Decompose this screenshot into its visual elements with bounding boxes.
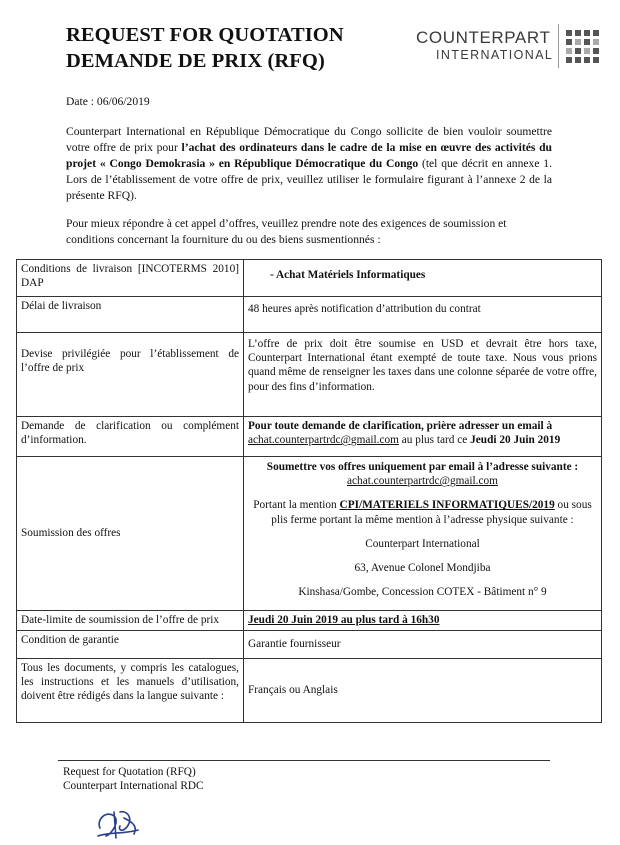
table-row — [17, 611, 602, 631]
submission-email: achat.counterpartrdc@gmail.com — [347, 475, 498, 488]
row-value: 48 heures après notification d’attribution du contrat — [244, 297, 602, 333]
document-date: Date : 06/06/2019 — [66, 95, 150, 108]
row-value — [244, 611, 602, 631]
row-value: Garantie fournisseur — [244, 631, 602, 659]
clarification-date: Jeudi 20 Juin 2019 — [470, 434, 561, 447]
clarification-bold: Pour toute demande de clarification, prière adresser un email à — [248, 420, 553, 432]
address-line-1: Counterpart International — [365, 537, 480, 550]
counterpart-logo — [416, 24, 616, 68]
deadline-value: Jeudi 20 Juin 2019 au plus tard à 16h30 — [248, 614, 440, 626]
intro-paragraph — [66, 124, 552, 204]
table-row — [17, 631, 602, 659]
submission-text-2: ou sous plis ferme portant la même mention à l’adresse physique suivante : — [271, 499, 592, 526]
submission-mention — [248, 498, 597, 526]
submission-mention-label: CPI/MATERIELS INFORMATIQUES/2019 — [339, 499, 555, 512]
grid-logo-icon — [564, 28, 602, 66]
row-label: Demande de clarification ou complément d’information. — [17, 417, 244, 457]
address-line-3: Kinshasa/Gombe, Concession COTEX - Bâtiment n° 9 — [298, 586, 547, 599]
logo-line-2: INTERNATIONAL — [436, 48, 554, 62]
clarification-email: achat.counterpartrdc@gmail.com — [248, 434, 399, 447]
address-line-2: 63, Avenue Colonel Mondjiba — [354, 562, 491, 575]
row-value — [244, 417, 602, 457]
title-line-1: REQUEST FOR QUOTATION — [66, 24, 344, 46]
table-row — [17, 297, 602, 333]
row-label: Tous les documents, y compris les catalogues, les instructions et les manuels d’utilisation, doivent être rédigés dans la langue suivante : — [17, 659, 244, 723]
table-row — [17, 417, 602, 457]
logo-separator — [558, 24, 559, 68]
table-row — [17, 333, 602, 417]
row-label: Délai de livraison — [17, 297, 244, 333]
requirements-note: Pour mieux répondre à cet appel d’offres, veuillez prendre note des exigences de soumission et conditions concernant la fourniture du ou des biens susmentionnés : — [66, 217, 507, 246]
footer-line-2: Counterpart International RDC — [63, 780, 204, 792]
row-value: Français ou Anglais — [244, 659, 602, 723]
row-value — [244, 260, 602, 297]
row-label: Conditions de livraison [INCOTERMS 2010] DAP — [17, 260, 244, 297]
submission-text-1: Portant la mention — [253, 499, 340, 512]
intro-bold: l’achat des ordinateurs dans le cadre de la mise en œuvre des activités du projet « Congo Demokrasia » en République Démocratique du Congo — [66, 141, 552, 170]
row-value — [244, 457, 602, 611]
table-row — [17, 260, 602, 297]
delivery-item: - Achat Matériels Informatiques — [270, 269, 426, 281]
table-row — [17, 457, 602, 611]
row-value: L’offre de prix doit être soumise en USD et devrait être hors taxe, Counterpart International étant exempté de toute taxe. Nous vous prions quand même de renseigner les taxes dans une colonne séparée de votre offre, pour des fins d’information. — [244, 333, 602, 417]
row-label: Date-limite de soumission de l’offre de prix — [17, 611, 244, 631]
intro-text-2: (tel que décrit en annexe 1. Lors de l’établissement de votre offre de prix, veuillez utiliser le formulaire figurant à l’annexe 2 de la présente RFQ). — [66, 157, 552, 202]
row-label: Condition de garantie — [17, 631, 244, 659]
intro-text-1: Counterpart International en République Démocratique du Congo sollicite de bien vouloir soumettre votre offre de prix pour — [66, 125, 552, 154]
title-line-2: DEMANDE DE PRIX (RFQ) — [66, 50, 325, 72]
table-row — [17, 659, 602, 723]
row-label: Devise privilégiée pour l’établissement de l’offre de prix — [17, 333, 244, 417]
row-label: Soumission des offres — [17, 457, 244, 611]
footer-line-1: Request for Quotation (RFQ) — [63, 766, 196, 778]
signature-icon — [94, 806, 142, 842]
clarification-mid: au plus tard ce — [398, 434, 471, 447]
submission-bold: Soumettre vos offres uniquement par email à l’adresse suivante : — [266, 461, 579, 473]
document-title — [66, 22, 344, 74]
conditions-table — [16, 259, 602, 723]
footer-divider — [58, 760, 550, 761]
logo-line-1: COUNTERPART — [416, 28, 551, 47]
